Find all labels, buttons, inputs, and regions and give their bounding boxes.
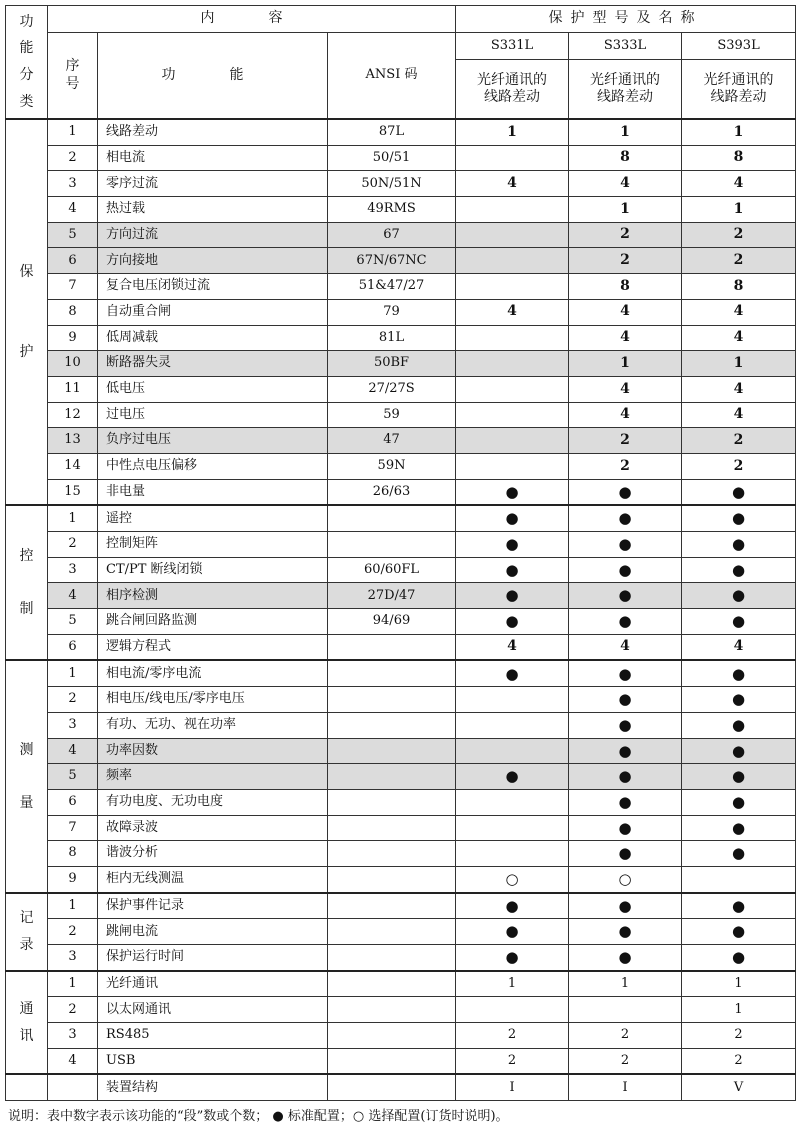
table-row [6, 532, 796, 558]
row-number-cell: 5 [48, 764, 98, 790]
table-row [6, 583, 796, 609]
ansi-code-cell: 81L [328, 325, 456, 351]
row-number-cell: 9 [48, 866, 98, 892]
row-number-cell: 8 [48, 299, 98, 325]
model-code-s331l: S331L [456, 33, 569, 60]
row-number-cell: 7 [48, 815, 98, 841]
value-s393l-cell: 4 [682, 634, 796, 660]
ansi-code-cell [328, 712, 456, 738]
row-number-cell: 12 [48, 402, 98, 428]
table-row [6, 712, 796, 738]
row-number-cell: 10 [48, 351, 98, 377]
function-name-cell: 断路器失灵 [98, 351, 328, 377]
table-row [6, 248, 796, 274]
feature-table-sheet [5, 5, 795, 1124]
function-name-cell: 跳合闸回路监测 [98, 609, 328, 635]
value-s333l-cell: ● [569, 712, 682, 738]
category-header: 功 能 分 类 [6, 6, 48, 120]
value-s333l-cell [569, 997, 682, 1023]
value-s333l-cell: ● [569, 479, 682, 505]
value-s333l-cell: ● [569, 557, 682, 583]
model-name-s393l: 光纤通讯的 线路差动 [682, 60, 796, 120]
value-s331l-cell: ● [456, 583, 569, 609]
ansi-code-cell: 59N [328, 453, 456, 479]
value-s331l-cell [456, 841, 569, 867]
table-row [6, 841, 796, 867]
row-number-cell: 9 [48, 325, 98, 351]
row-number-cell: 1 [48, 660, 98, 686]
value-s393l-cell: 4 [682, 171, 796, 197]
category-cell: 测 量 [6, 660, 48, 892]
value-s333l-cell: 1 [569, 351, 682, 377]
value-s331l-cell [456, 351, 569, 377]
value-s331l-cell: 4 [456, 171, 569, 197]
table-row [6, 866, 796, 892]
row-number-cell: 6 [48, 789, 98, 815]
table-row [6, 997, 796, 1023]
row-number-cell: 13 [48, 428, 98, 454]
table-row [6, 893, 796, 919]
value-s333l-cell: I [569, 1074, 682, 1100]
function-name-cell: 线路差动 [98, 119, 328, 145]
ansi-code-cell: 94/69 [328, 609, 456, 635]
ansi-code-cell: 79 [328, 299, 456, 325]
function-name-cell: RS485 [98, 1023, 328, 1049]
table-row [6, 222, 796, 248]
table-row [6, 428, 796, 454]
function-name-cell: 有功电度、无功电度 [98, 789, 328, 815]
row-number-cell: 3 [48, 557, 98, 583]
value-s331l-cell [456, 687, 569, 713]
value-s393l-cell: ● [682, 893, 796, 919]
value-s393l-cell: 2 [682, 1048, 796, 1074]
section-2 [6, 660, 796, 892]
table-row [6, 738, 796, 764]
value-s331l-cell [456, 997, 569, 1023]
value-s333l-cell: 2 [569, 1048, 682, 1074]
value-s331l-cell: ● [456, 609, 569, 635]
ansi-code-cell: 51&47/27 [328, 274, 456, 300]
function-name-cell: 保护事件记录 [98, 893, 328, 919]
row-number-cell: 3 [48, 945, 98, 971]
value-s393l-cell: V [682, 1074, 796, 1100]
ansi-header: ANSI 码 [328, 33, 456, 120]
row-number-cell: 3 [48, 1023, 98, 1049]
category-cell: 通 讯 [6, 971, 48, 1075]
ansi-code-cell [328, 1048, 456, 1074]
function-name-cell: 功率因数 [98, 738, 328, 764]
value-s333l-cell: ● [569, 660, 682, 686]
ansi-code-cell [328, 505, 456, 531]
value-s393l-cell: 4 [682, 402, 796, 428]
table-row [6, 274, 796, 300]
ansi-code-cell [328, 634, 456, 660]
value-s333l-cell: 8 [569, 274, 682, 300]
legend-note: 说明：表中数字表示该功能的“段”数或个数； ● 标准配置；○ 选择配置(订货时说明)。 [8, 1109, 509, 1124]
row-number-cell: 4 [48, 1048, 98, 1074]
function-name-cell: 保护运行时间 [98, 945, 328, 971]
ansi-code-cell: 50N/51N [328, 171, 456, 197]
ansi-code-cell [328, 919, 456, 945]
value-s331l-cell [456, 145, 569, 171]
value-s331l-cell: 2 [456, 1048, 569, 1074]
table-row [6, 505, 796, 531]
table-row [6, 171, 796, 197]
section-1 [6, 505, 796, 660]
model-name-s333l: 光纤通讯的 线路差动 [569, 60, 682, 120]
ansi-code-cell: 49RMS [328, 197, 456, 223]
value-s393l-cell: ● [682, 660, 796, 686]
function-name-cell: 逻辑方程式 [98, 634, 328, 660]
value-s333l-cell: ● [569, 815, 682, 841]
row-number-cell: 7 [48, 274, 98, 300]
value-s331l-cell: ● [456, 893, 569, 919]
value-s393l-cell: ● [682, 815, 796, 841]
ansi-code-cell [328, 945, 456, 971]
value-s333l-cell: ● [569, 893, 682, 919]
value-s331l-cell [456, 402, 569, 428]
value-s331l-cell: ● [456, 532, 569, 558]
ansi-code-cell: 26/63 [328, 479, 456, 505]
value-s393l-cell: 2 [682, 1023, 796, 1049]
ansi-code-cell [328, 764, 456, 790]
row-number-cell: 2 [48, 532, 98, 558]
ansi-code-cell [328, 866, 456, 892]
function-name-cell: 中性点电压偏移 [98, 453, 328, 479]
ansi-code-cell [328, 815, 456, 841]
category-cell: 保 护 [6, 119, 48, 505]
value-s331l-cell: 2 [456, 1023, 569, 1049]
ansi-code-cell [328, 971, 456, 997]
table-row [6, 145, 796, 171]
value-s333l-cell: ● [569, 583, 682, 609]
function-name-cell: 柜内无线测温 [98, 866, 328, 892]
value-s331l-cell: ● [456, 919, 569, 945]
value-s331l-cell [456, 376, 569, 402]
row-number-cell [48, 1074, 98, 1100]
function-name-cell: 跳闸电流 [98, 919, 328, 945]
value-s393l-cell: ● [682, 764, 796, 790]
value-s331l-cell [456, 197, 569, 223]
function-name-cell: 相序检测 [98, 583, 328, 609]
value-s333l-cell: 1 [569, 197, 682, 223]
value-s393l-cell: 4 [682, 299, 796, 325]
value-s333l-cell: 4 [569, 171, 682, 197]
row-number-cell: 3 [48, 712, 98, 738]
function-name-cell: CT/PT 断线闭锁 [98, 557, 328, 583]
value-s393l-cell: ● [682, 479, 796, 505]
table-row [6, 1074, 796, 1100]
function-name-cell: 以太网通讯 [98, 997, 328, 1023]
category-cell: 记 录 [6, 893, 48, 971]
value-s333l-cell: 4 [569, 299, 682, 325]
value-s393l-cell: ● [682, 583, 796, 609]
value-s331l-cell: ● [456, 764, 569, 790]
ansi-code-cell [328, 687, 456, 713]
value-s331l-cell [456, 248, 569, 274]
table-row [6, 687, 796, 713]
value-s393l-cell: 4 [682, 376, 796, 402]
table-row [6, 1048, 796, 1074]
function-name-cell: 热过载 [98, 197, 328, 223]
value-s393l-cell: 1 [682, 997, 796, 1023]
table-row [6, 197, 796, 223]
value-s393l-cell: ● [682, 609, 796, 635]
function-name-cell: 非电量 [98, 479, 328, 505]
section-3 [6, 893, 796, 971]
value-s333l-cell: ○ [569, 866, 682, 892]
ansi-code-cell: 59 [328, 402, 456, 428]
value-s331l-cell: I [456, 1074, 569, 1100]
value-s333l-cell: 1 [569, 119, 682, 145]
value-s393l-cell: 1 [682, 971, 796, 997]
value-s393l-cell: ● [682, 945, 796, 971]
function-name-cell: 低周减载 [98, 325, 328, 351]
value-s393l-cell: 2 [682, 222, 796, 248]
row-number-cell: 4 [48, 583, 98, 609]
table-row [6, 971, 796, 997]
table-row [6, 945, 796, 971]
ansi-code-cell [328, 997, 456, 1023]
function-name-cell: 控制矩阵 [98, 532, 328, 558]
table-row [6, 815, 796, 841]
function-name-cell: 遥控 [98, 505, 328, 531]
value-s333l-cell: 2 [569, 453, 682, 479]
section-5 [6, 1074, 796, 1100]
ansi-code-cell: 50/51 [328, 145, 456, 171]
value-s393l-cell: ● [682, 789, 796, 815]
table-row [6, 789, 796, 815]
table-row [6, 557, 796, 583]
value-s333l-cell: 2 [569, 428, 682, 454]
value-s333l-cell: ● [569, 505, 682, 531]
value-s393l-cell: ● [682, 557, 796, 583]
table-row [6, 299, 796, 325]
value-s331l-cell: 1 [456, 119, 569, 145]
no-header: 序 号 [48, 33, 98, 120]
protection-feature-table [5, 5, 796, 1101]
row-number-cell: 6 [48, 634, 98, 660]
value-s393l-cell: ● [682, 687, 796, 713]
value-s331l-cell: ● [456, 660, 569, 686]
function-name-cell: 相电流/零序电流 [98, 660, 328, 686]
value-s331l-cell [456, 325, 569, 351]
value-s333l-cell: ● [569, 919, 682, 945]
value-s331l-cell [456, 712, 569, 738]
section-0 [6, 119, 796, 505]
row-number-cell: 2 [48, 145, 98, 171]
model-name-s331l: 光纤通讯的 线路差动 [456, 60, 569, 120]
value-s393l-cell: ● [682, 919, 796, 945]
function-name-cell: 复合电压闭锁过流 [98, 274, 328, 300]
ansi-code-cell [328, 789, 456, 815]
function-name-cell: 方向接地 [98, 248, 328, 274]
value-s333l-cell: 1 [569, 971, 682, 997]
value-s331l-cell: 4 [456, 634, 569, 660]
value-s331l-cell: 1 [456, 971, 569, 997]
function-name-cell: 光纤通讯 [98, 971, 328, 997]
value-s333l-cell: 4 [569, 376, 682, 402]
value-s393l-cell: 8 [682, 274, 796, 300]
function-name-cell: 相电流 [98, 145, 328, 171]
table-row [6, 919, 796, 945]
table-row [6, 764, 796, 790]
ansi-code-cell [328, 841, 456, 867]
table-row [6, 453, 796, 479]
ansi-code-cell: 67N/67NC [328, 248, 456, 274]
function-name-cell: 相电压/线电压/零序电压 [98, 687, 328, 713]
value-s393l-cell: 2 [682, 453, 796, 479]
value-s393l-cell: 2 [682, 428, 796, 454]
value-s393l-cell: 1 [682, 351, 796, 377]
value-s393l-cell [682, 866, 796, 892]
category-cell [6, 1074, 48, 1100]
function-name-cell: 装置结构 [98, 1074, 328, 1100]
ansi-code-cell [328, 532, 456, 558]
value-s333l-cell: ● [569, 687, 682, 713]
row-number-cell: 4 [48, 197, 98, 223]
value-s333l-cell: 4 [569, 402, 682, 428]
value-s331l-cell [456, 222, 569, 248]
section-4 [6, 971, 796, 1075]
value-s331l-cell: ● [456, 505, 569, 531]
value-s331l-cell [456, 274, 569, 300]
value-s333l-cell: ● [569, 841, 682, 867]
ansi-code-cell: 50BF [328, 351, 456, 377]
row-number-cell: 1 [48, 119, 98, 145]
value-s331l-cell: ● [456, 945, 569, 971]
value-s333l-cell: ● [569, 945, 682, 971]
value-s331l-cell: ● [456, 479, 569, 505]
row-number-cell: 5 [48, 222, 98, 248]
table-row [6, 325, 796, 351]
row-number-cell: 5 [48, 609, 98, 635]
content-header: 内 容 [48, 6, 456, 33]
function-name-cell: 方向过流 [98, 222, 328, 248]
value-s333l-cell: ● [569, 764, 682, 790]
value-s331l-cell: ● [456, 557, 569, 583]
value-s331l-cell [456, 789, 569, 815]
value-s393l-cell: ● [682, 738, 796, 764]
row-number-cell: 1 [48, 893, 98, 919]
ansi-code-cell [328, 660, 456, 686]
row-number-cell: 3 [48, 171, 98, 197]
value-s333l-cell: 2 [569, 222, 682, 248]
table-row [6, 479, 796, 505]
value-s393l-cell: ● [682, 841, 796, 867]
function-name-cell: 负序过电压 [98, 428, 328, 454]
row-number-cell: 2 [48, 997, 98, 1023]
ansi-code-cell: 87L [328, 119, 456, 145]
row-number-cell: 1 [48, 971, 98, 997]
row-number-cell: 14 [48, 453, 98, 479]
row-number-cell: 8 [48, 841, 98, 867]
table-row [6, 634, 796, 660]
model-code-s333l: S333L [569, 33, 682, 60]
value-s331l-cell: 4 [456, 299, 569, 325]
function-name-cell: 故障录波 [98, 815, 328, 841]
value-s333l-cell: 2 [569, 248, 682, 274]
table-row [6, 351, 796, 377]
value-s333l-cell: 4 [569, 634, 682, 660]
value-s393l-cell: 1 [682, 197, 796, 223]
ansi-code-cell: 47 [328, 428, 456, 454]
value-s393l-cell: ● [682, 505, 796, 531]
value-s333l-cell: ● [569, 609, 682, 635]
function-name-cell: 谐波分析 [98, 841, 328, 867]
table-row [6, 1023, 796, 1049]
row-number-cell: 2 [48, 919, 98, 945]
value-s393l-cell: ● [682, 532, 796, 558]
model-code-s393l: S393L [682, 33, 796, 60]
value-s393l-cell: ● [682, 712, 796, 738]
table-row [6, 376, 796, 402]
ansi-code-cell [328, 893, 456, 919]
ansi-code-cell [328, 738, 456, 764]
row-number-cell: 6 [48, 248, 98, 274]
value-s333l-cell: ● [569, 738, 682, 764]
row-number-cell: 1 [48, 505, 98, 531]
value-s331l-cell [456, 738, 569, 764]
function-name-cell: 零序过流 [98, 171, 328, 197]
value-s393l-cell: 1 [682, 119, 796, 145]
function-name-cell: USB [98, 1048, 328, 1074]
table-row [6, 660, 796, 686]
value-s393l-cell: 2 [682, 248, 796, 274]
table-row [6, 402, 796, 428]
value-s333l-cell: 2 [569, 1023, 682, 1049]
value-s331l-cell: ○ [456, 866, 569, 892]
models-header: 保护型号及名称 [456, 6, 796, 33]
ansi-code-cell [328, 1023, 456, 1049]
value-s331l-cell [456, 453, 569, 479]
value-s393l-cell: 8 [682, 145, 796, 171]
ansi-code-cell: 27/27S [328, 376, 456, 402]
function-name-cell: 过电压 [98, 402, 328, 428]
row-number-cell: 11 [48, 376, 98, 402]
value-s333l-cell: ● [569, 789, 682, 815]
ansi-code-cell: 67 [328, 222, 456, 248]
function-header: 功 能 [98, 33, 328, 120]
row-number-cell: 2 [48, 687, 98, 713]
row-number-cell: 4 [48, 738, 98, 764]
row-number-cell: 15 [48, 479, 98, 505]
table-row [6, 119, 796, 145]
category-cell: 控 制 [6, 505, 48, 660]
function-name-cell: 低电压 [98, 376, 328, 402]
function-name-cell: 频率 [98, 764, 328, 790]
function-name-cell: 有功、无功、视在功率 [98, 712, 328, 738]
function-name-cell: 自动重合闸 [98, 299, 328, 325]
ansi-code-cell: 60/60FL [328, 557, 456, 583]
ansi-code-cell [328, 1074, 456, 1100]
value-s331l-cell [456, 428, 569, 454]
value-s333l-cell: 8 [569, 145, 682, 171]
value-s331l-cell [456, 815, 569, 841]
table-row [6, 609, 796, 635]
value-s333l-cell: 4 [569, 325, 682, 351]
value-s393l-cell: 4 [682, 325, 796, 351]
ansi-code-cell: 27D/47 [328, 583, 456, 609]
value-s333l-cell: ● [569, 532, 682, 558]
